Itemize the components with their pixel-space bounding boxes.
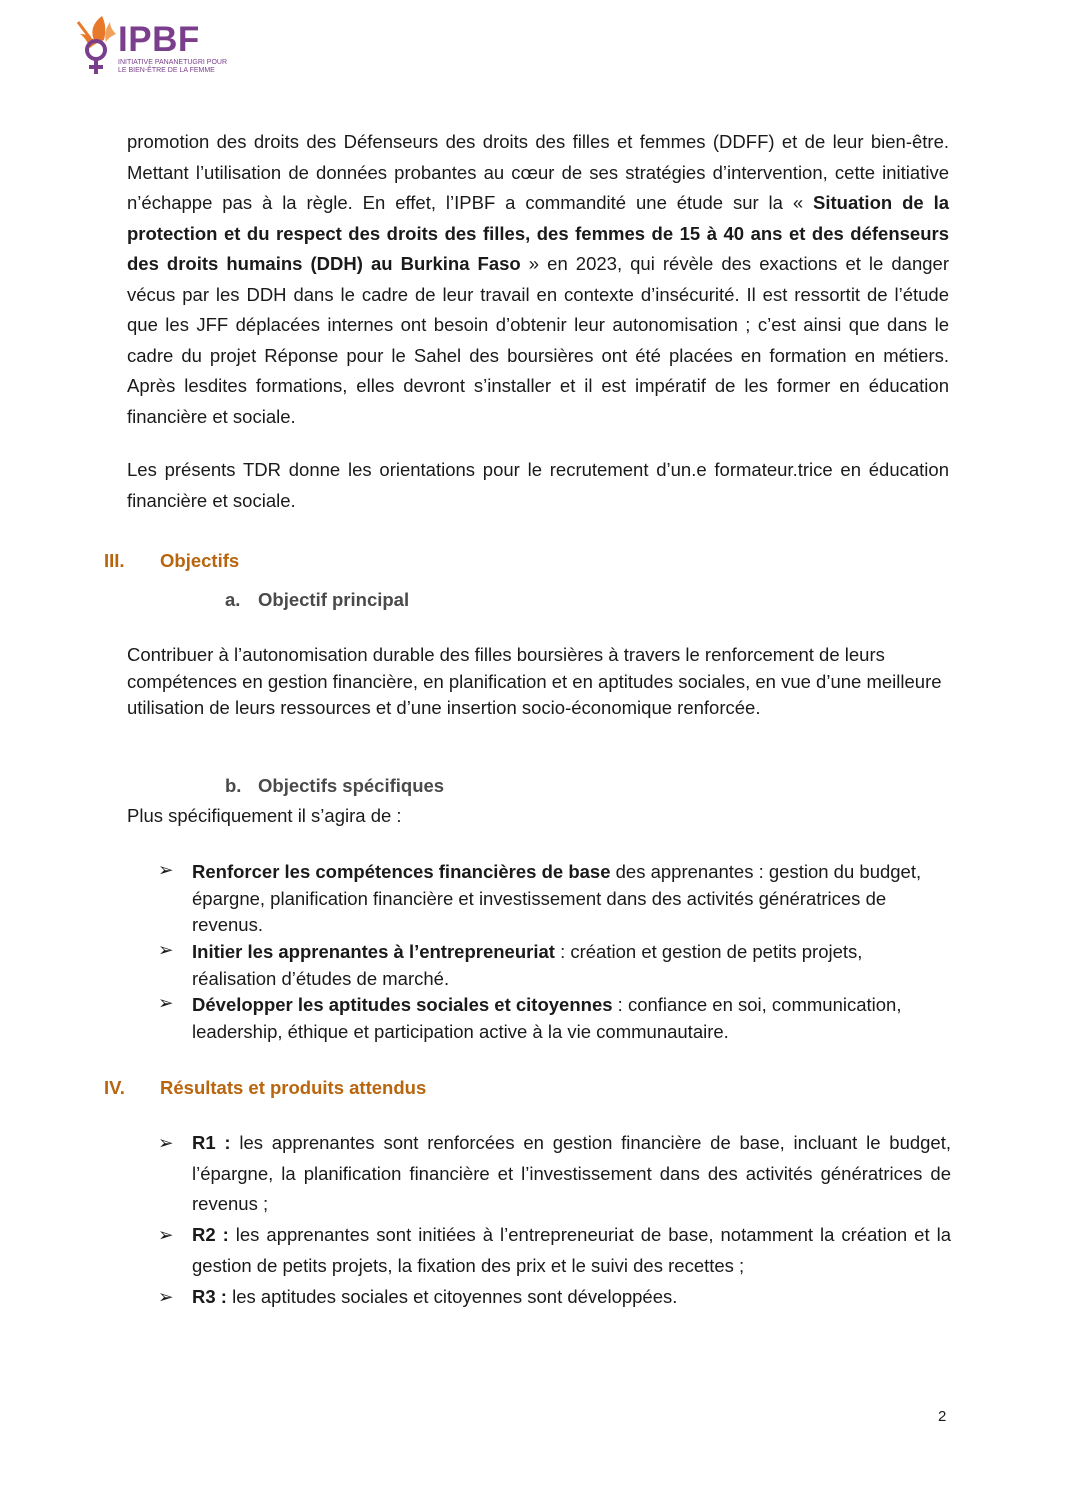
- section-number: IV.: [104, 1077, 125, 1098]
- venus-flame-icon: [72, 12, 118, 78]
- list-item-text: [192, 1220, 951, 1281]
- main-objective-paragraph: Contribuer à l’autonomisation durable des filles boursières à travers le renforcement de leurs compétences en gestion financière, en planification et en aptitudes sociales, en vue d’une meilleure utilisation de leurs ressources et d’une insertion socio-économique renforcée.: [127, 644, 942, 718]
- subheading-objectifs-specifiques: [225, 774, 444, 798]
- list-item-body: : création et gestion de petits projets, réalisation d’études de marché.: [192, 941, 863, 989]
- section-title: Résultats et produits attendus: [160, 1077, 427, 1098]
- objectives-lead: Plus spécifiquement il s’agira de :: [127, 805, 402, 826]
- list-item-text: [192, 859, 951, 939]
- list-item-bold: R1 :: [192, 1132, 231, 1153]
- subheading-letter: a.: [225, 589, 241, 610]
- arrow-bullet-icon: ➢: [158, 939, 174, 960]
- list-item-bold: R3 :: [192, 1286, 227, 1307]
- study-title: Situation de la protection et du respect des droits des filles, des femmes de 15 à 40 ans et des défenseurs des droits humains (DDH) au Burkina Faso: [127, 192, 949, 274]
- logo-tagline-line1: INITIATIVE PANANETUGRI POUR: [118, 59, 228, 66]
- list-item-body: des apprenantes : gestion du budget, épargne, planification financière et investissement dans des activités génératrices de revenus.: [192, 861, 922, 935]
- ipbf-logo: [72, 12, 232, 78]
- page-number: 2: [938, 1408, 947, 1425]
- intro-text-b: » en 2023, qui révèle des exactions et le danger vécus par les DDH dans le cadre de leur travail en contexte d’insécurité. Il est ressortit de l’étude que les JFF déplacées internes ont besoin d’obtenir leur autonomisation ; c’est ainsi que dans le cadre du projet Réponse pour le Sahel des boursières ont été placées en formation en métiers. Après lesdites formations, elles devront s’installer et il est impératif de les former en éducation financière et sociale.: [127, 253, 949, 427]
- list-item-text: [192, 1128, 951, 1220]
- intro-paragraph-1: [127, 127, 949, 432]
- list-item-body: les aptitudes sociales et citoyennes sont développées.: [226, 1286, 678, 1307]
- subheading-letter: b.: [225, 775, 242, 796]
- section-title: Objectifs: [160, 550, 240, 571]
- list-item-text: [192, 1282, 951, 1313]
- list-item-bold: Initier les apprenantes à l’entrepreneuriat: [192, 941, 555, 962]
- section-heading-objectifs: [104, 549, 239, 573]
- logo-tagline-line2: LE BIEN-ÊTRE DE LA FEMME: [118, 67, 215, 74]
- section-number: III.: [104, 550, 125, 571]
- intro-text-a: promotion des droits des Défenseurs des droits des filles et femmes (DDFF) et de leur bien-être. Mettant l’utilisation de données probantes au cœur de ses stratégies d’intervention, cette initiative n’échappe pas à la règle. En effet, l’IPBF a commandité une étude sur la «: [127, 131, 949, 213]
- list-item-body: : confiance en soi, communication, leadership, éthique et participation active à la vie communautaire.: [192, 994, 902, 1042]
- logo-tagline: [118, 59, 238, 75]
- arrow-bullet-icon: ➢: [158, 1132, 174, 1153]
- logo-wordmark: IPBF: [118, 20, 200, 59]
- subheading-title: Objectif principal: [258, 589, 410, 610]
- list-item-bold: Renforcer les compétences financières de base: [192, 861, 611, 882]
- arrow-bullet-icon: ➢: [158, 1224, 174, 1245]
- section-heading-resultats: [104, 1076, 426, 1100]
- list-item-bold: Développer les aptitudes sociales et citoyennes: [192, 994, 613, 1015]
- subheading-title: Objectifs spécifiques: [258, 775, 445, 796]
- list-item-text: [192, 992, 951, 1045]
- subheading-objectif-principal: [225, 588, 409, 612]
- list-item-body: les apprenantes sont initiées à l’entrepreneuriat de base, notamment la création et la gestion de petits projets, la fixation des prix et le suivi des recettes ;: [192, 1224, 951, 1276]
- intro-paragraph-2: Les présents TDR donne les orientations pour le recrutement d’un.e formateur.trice en éducation financière et sociale.: [127, 459, 949, 511]
- list-item-body: les apprenantes sont renforcées en gestion financière de base, incluant le budget, l’épargne, la planification financière et l’investissement dans des activités génératrices de revenus ;: [192, 1132, 951, 1214]
- list-item-text: [192, 939, 951, 992]
- arrow-bullet-icon: ➢: [158, 992, 174, 1013]
- arrow-bullet-icon: ➢: [158, 1286, 174, 1307]
- arrow-bullet-icon: ➢: [158, 859, 174, 880]
- list-item-bold: R2 :: [192, 1224, 229, 1245]
